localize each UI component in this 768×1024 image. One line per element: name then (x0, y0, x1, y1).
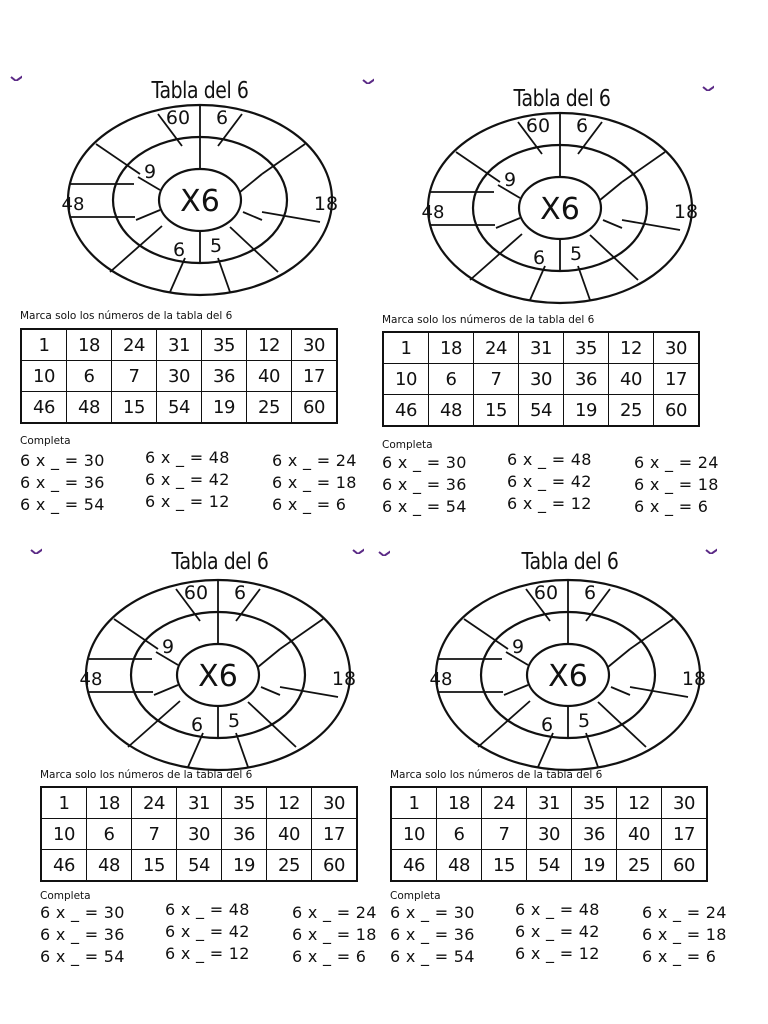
grid-cell[interactable]: 60 (292, 392, 338, 424)
equation[interactable]: 6 x _ = 42 (515, 922, 600, 941)
number-grid (390, 786, 708, 882)
grid-cell[interactable]: 24 (474, 332, 519, 364)
wheel-spoke (608, 649, 630, 667)
grid-cell[interactable]: 60 (662, 850, 708, 882)
decoration-mark (378, 550, 390, 556)
grid-cell[interactable]: 30 (527, 819, 572, 850)
grid-cell[interactable]: 30 (292, 329, 338, 361)
grid-row (21, 361, 337, 392)
wheel-number: 6 (583, 582, 597, 604)
grid-cell[interactable]: 7 (112, 361, 157, 392)
grid-cell[interactable]: 30 (662, 787, 708, 819)
grid-cell[interactable]: 54 (177, 850, 222, 882)
grid-cell[interactable]: 7 (482, 819, 527, 850)
grid-cell[interactable]: 46 (21, 392, 67, 424)
grid-cell[interactable]: 15 (132, 850, 177, 882)
grid-row (391, 787, 707, 819)
grid-cell[interactable]: 31 (519, 332, 564, 364)
wheel-spoke (188, 733, 203, 767)
grid-cell[interactable]: 36 (572, 819, 617, 850)
wheel-spoke (110, 226, 162, 272)
wheel-number: 6 (575, 115, 589, 137)
complete-label: Completa (390, 890, 441, 902)
complete-label: Completa (40, 890, 91, 902)
decoration-mark (10, 75, 22, 81)
wheel-number: 5 (227, 710, 241, 732)
grid-row (383, 332, 699, 364)
grid-cell[interactable]: 30 (519, 364, 564, 395)
wheel-number: 18 (313, 193, 339, 215)
grid-cell[interactable]: 17 (312, 819, 358, 850)
grid-cell[interactable]: 48 (67, 392, 112, 424)
wheel-spoke (280, 619, 323, 649)
decoration-mark (30, 548, 42, 554)
grid-cell[interactable]: 1 (383, 332, 429, 364)
grid-cell[interactable]: 6 (429, 364, 474, 395)
grid-cell[interactable]: 30 (312, 787, 358, 819)
equation[interactable]: 6 x _ = 54 (40, 947, 125, 966)
wheel-center-label: X6 (540, 192, 580, 227)
equation[interactable]: 6 x _ = 54 (382, 497, 467, 516)
grid-cell[interactable]: 36 (222, 819, 267, 850)
equation[interactable]: 6 x _ = 12 (165, 944, 250, 963)
wheel-center-label: X6 (548, 659, 588, 694)
equation[interactable]: 6 x _ = 48 (145, 448, 230, 467)
grid-cell[interactable]: 35 (572, 787, 617, 819)
equation[interactable]: 6 x _ = 42 (507, 472, 592, 491)
worksheet-copy-1 (20, 70, 380, 540)
grid-row (21, 392, 337, 424)
equation[interactable]: 6 x _ = 42 (145, 470, 230, 489)
grid-cell[interactable]: 30 (654, 332, 700, 364)
grid-cell[interactable]: 12 (617, 787, 662, 819)
grid-cell[interactable]: 10 (21, 361, 67, 392)
wheel-spoke (258, 649, 280, 667)
wheel-spoke (230, 227, 278, 272)
equation[interactable]: 6 x _ = 12 (507, 494, 592, 513)
equation[interactable]: 6 x _ = 48 (515, 900, 600, 919)
worksheet-title: Tabla del 6 (151, 78, 249, 104)
grid-cell[interactable]: 15 (474, 395, 519, 427)
wheel-number: 48 (79, 669, 103, 690)
number-grid (20, 328, 338, 424)
equation[interactable]: 6 x _ = 48 (507, 450, 592, 469)
wheel-number: 60 (183, 582, 209, 604)
grid-cell[interactable]: 60 (312, 850, 358, 882)
equation[interactable]: 6 x _ = 42 (165, 922, 250, 941)
equation[interactable]: 6 x _ = 12 (145, 492, 230, 511)
wheel-spoke (236, 733, 248, 767)
grid-cell[interactable]: 31 (177, 787, 222, 819)
decoration-mark (702, 85, 714, 91)
decoration-mark (362, 78, 374, 84)
grid-row (391, 819, 707, 850)
grid-cell[interactable]: 24 (482, 787, 527, 819)
grid-cell[interactable]: 15 (112, 392, 157, 424)
grid-cell[interactable]: 7 (132, 819, 177, 850)
wheel-spoke (603, 220, 622, 228)
wheel-spoke (128, 701, 180, 747)
wheel-spoke (243, 212, 262, 220)
grid-cell[interactable]: 12 (267, 787, 312, 819)
wheel-number: 18 (681, 668, 707, 690)
wheel-number: 6 (532, 247, 546, 269)
equation[interactable]: 6 x _ = 54 (390, 947, 475, 966)
grid-cell[interactable]: 10 (41, 819, 87, 850)
wheel-number: 6 (540, 714, 554, 736)
equation[interactable]: 6 x _ = 24 (292, 903, 377, 922)
wheel-spoke (600, 182, 622, 200)
grid-cell[interactable]: 12 (609, 332, 654, 364)
wheel-number: 18 (673, 201, 699, 223)
grid-row (21, 329, 337, 361)
grid-cell[interactable]: 24 (112, 329, 157, 361)
equation[interactable]: 6 x _ = 18 (642, 925, 727, 944)
equation[interactable]: 6 x _ = 54 (20, 495, 105, 514)
grid-cell[interactable]: 40 (617, 819, 662, 850)
grid-cell[interactable]: 48 (87, 850, 132, 882)
grid-cell[interactable]: 17 (662, 819, 708, 850)
wheel-number: 9 (503, 169, 517, 191)
instruction-text: Marca solo los números de la tabla del 6 (390, 769, 603, 781)
wheel-spoke (622, 152, 665, 182)
wheel-spoke (586, 733, 598, 767)
grid-cell[interactable]: 48 (429, 395, 474, 427)
wheel-spoke (240, 174, 262, 192)
wheel-number: 6 (172, 239, 186, 261)
wheel-number: 5 (209, 235, 223, 257)
grid-cell[interactable]: 6 (87, 819, 132, 850)
grid-cell[interactable]: 15 (482, 850, 527, 882)
grid-cell[interactable]: 31 (527, 787, 572, 819)
grid-cell[interactable]: 36 (564, 364, 609, 395)
grid-cell[interactable]: 25 (609, 395, 654, 427)
grid-cell[interactable]: 18 (67, 329, 112, 361)
instruction-text: Marca solo los números de la tabla del 6 (382, 314, 595, 326)
wheel-number: 60 (533, 582, 559, 604)
grid-cell[interactable]: 10 (383, 364, 429, 395)
equation[interactable]: 6 x _ = 18 (272, 473, 357, 492)
multiplication-wheel (410, 110, 710, 310)
wheel-spoke (538, 733, 553, 767)
grid-cell[interactable]: 17 (654, 364, 700, 395)
equation[interactable]: 6 x _ = 6 (642, 947, 717, 966)
grid-cell[interactable]: 18 (429, 332, 474, 364)
equation[interactable]: 6 x _ = 24 (634, 453, 719, 472)
wheel-number: 6 (233, 582, 247, 604)
equation[interactable]: 6 x _ = 36 (390, 925, 475, 944)
grid-cell[interactable]: 30 (157, 361, 202, 392)
grid-cell[interactable]: 30 (177, 819, 222, 850)
worksheet-copy-3 (40, 543, 400, 1013)
grid-cell[interactable]: 40 (247, 361, 292, 392)
decoration-mark (705, 548, 717, 554)
grid-row (41, 819, 357, 850)
grid-cell[interactable]: 54 (519, 395, 564, 427)
grid-cell[interactable]: 54 (157, 392, 202, 424)
wheel-spoke (248, 702, 296, 747)
wheel-spoke (598, 702, 646, 747)
wheel-number: 9 (143, 161, 157, 183)
wheel-spoke (170, 258, 185, 292)
decoration-mark (352, 548, 364, 554)
equation[interactable]: 6 x _ = 12 (515, 944, 600, 963)
complete-label: Completa (20, 435, 71, 447)
equation[interactable]: 6 x _ = 18 (292, 925, 377, 944)
wheel-spoke (530, 266, 545, 300)
wheel-spoke (630, 687, 688, 697)
multiplication-wheel (68, 577, 368, 777)
worksheet-title: Tabla del 6 (513, 86, 611, 112)
grid-cell[interactable]: 25 (267, 850, 312, 882)
wheel-spoke (590, 235, 638, 280)
grid-cell[interactable]: 19 (222, 850, 267, 882)
wheel-number: 48 (61, 194, 85, 215)
equation[interactable]: 6 x _ = 30 (40, 903, 125, 922)
wheel-spoke (611, 687, 630, 695)
grid-cell[interactable]: 18 (437, 787, 482, 819)
grid-row (383, 364, 699, 395)
equation[interactable]: 6 x _ = 30 (20, 451, 105, 470)
worksheet-copy-4 (390, 543, 750, 1013)
wheel-spoke (218, 258, 230, 292)
wheel-spoke (496, 218, 520, 228)
worksheet-title: Tabla del 6 (521, 549, 619, 575)
wheel-spoke (261, 687, 280, 695)
grid-cell[interactable]: 10 (391, 819, 437, 850)
grid-cell[interactable]: 7 (474, 364, 519, 395)
wheel-number: 9 (511, 636, 525, 658)
wheel-number: 9 (161, 636, 175, 658)
wheel-center-label: X6 (180, 184, 220, 219)
grid-cell[interactable]: 35 (202, 329, 247, 361)
grid-cell[interactable]: 31 (157, 329, 202, 361)
wheel-spoke (630, 619, 673, 649)
equation[interactable]: 6 x _ = 6 (634, 497, 709, 516)
wheel-spoke (154, 685, 178, 695)
equation[interactable]: 6 x _ = 30 (382, 453, 467, 472)
grid-cell[interactable]: 18 (87, 787, 132, 819)
wheel-spoke (504, 685, 528, 695)
wheel-number: 48 (429, 669, 453, 690)
wheel-spoke (622, 220, 680, 230)
equation[interactable]: 6 x _ = 36 (40, 925, 125, 944)
wheel-spoke (262, 144, 305, 174)
grid-cell[interactable]: 48 (437, 850, 482, 882)
grid-cell[interactable]: 1 (21, 329, 67, 361)
grid-cell[interactable]: 19 (202, 392, 247, 424)
grid-cell[interactable]: 46 (41, 850, 87, 882)
grid-cell[interactable]: 46 (391, 850, 437, 882)
grid-cell[interactable]: 40 (609, 364, 654, 395)
wheel-number: 6 (215, 107, 229, 129)
grid-row (391, 850, 707, 882)
wheel-spoke (470, 234, 522, 280)
wheel-number: 60 (525, 115, 551, 137)
equation[interactable]: 6 x _ = 24 (272, 451, 357, 470)
equation[interactable]: 6 x _ = 36 (382, 475, 467, 494)
equation[interactable]: 6 x _ = 6 (292, 947, 367, 966)
worksheet-title: Tabla del 6 (171, 549, 269, 575)
grid-cell[interactable]: 35 (564, 332, 609, 364)
equation[interactable]: 6 x _ = 48 (165, 900, 250, 919)
number-grid (40, 786, 358, 882)
wheel-number: 18 (331, 668, 357, 690)
grid-cell[interactable]: 17 (292, 361, 338, 392)
wheel-spoke (262, 212, 320, 222)
grid-cell[interactable]: 6 (437, 819, 482, 850)
grid-cell[interactable]: 40 (267, 819, 312, 850)
grid-cell[interactable]: 36 (202, 361, 247, 392)
wheel-spoke (578, 266, 590, 300)
wheel-number: 48 (421, 202, 445, 223)
grid-cell[interactable]: 46 (383, 395, 429, 427)
grid-cell[interactable]: 24 (132, 787, 177, 819)
grid-cell[interactable]: 19 (572, 850, 617, 882)
instruction-text: Marca solo los números de la tabla del 6 (20, 310, 233, 322)
wheel-number: 5 (569, 243, 583, 265)
number-grid (382, 331, 700, 427)
multiplication-wheel (50, 102, 350, 302)
grid-row (41, 850, 357, 882)
multiplication-wheel (418, 577, 718, 777)
grid-cell[interactable]: 25 (247, 392, 292, 424)
grid-cell[interactable]: 25 (617, 850, 662, 882)
wheel-number: 60 (165, 107, 191, 129)
equation[interactable]: 6 x _ = 18 (634, 475, 719, 494)
grid-cell[interactable]: 1 (41, 787, 87, 819)
instruction-text: Marca solo los números de la tabla del 6 (40, 769, 253, 781)
wheel-spoke (136, 210, 160, 220)
complete-label: Completa (382, 439, 433, 451)
grid-cell[interactable]: 1 (391, 787, 437, 819)
equation[interactable]: 6 x _ = 30 (390, 903, 475, 922)
grid-cell[interactable]: 12 (247, 329, 292, 361)
wheel-spoke (478, 701, 530, 747)
grid-cell[interactable]: 6 (67, 361, 112, 392)
equation[interactable]: 6 x _ = 36 (20, 473, 105, 492)
worksheet-copy-2 (382, 80, 742, 550)
grid-cell[interactable]: 19 (564, 395, 609, 427)
equation[interactable]: 6 x _ = 6 (272, 495, 347, 514)
wheel-center-label: X6 (198, 659, 238, 694)
grid-cell[interactable]: 35 (222, 787, 267, 819)
grid-row (41, 787, 357, 819)
wheel-spoke (280, 687, 338, 697)
wheel-number: 5 (577, 710, 591, 732)
grid-row (383, 395, 699, 427)
equation[interactable]: 6 x _ = 24 (642, 903, 727, 922)
grid-cell[interactable]: 60 (654, 395, 700, 427)
grid-cell[interactable]: 54 (527, 850, 572, 882)
wheel-number: 6 (190, 714, 204, 736)
